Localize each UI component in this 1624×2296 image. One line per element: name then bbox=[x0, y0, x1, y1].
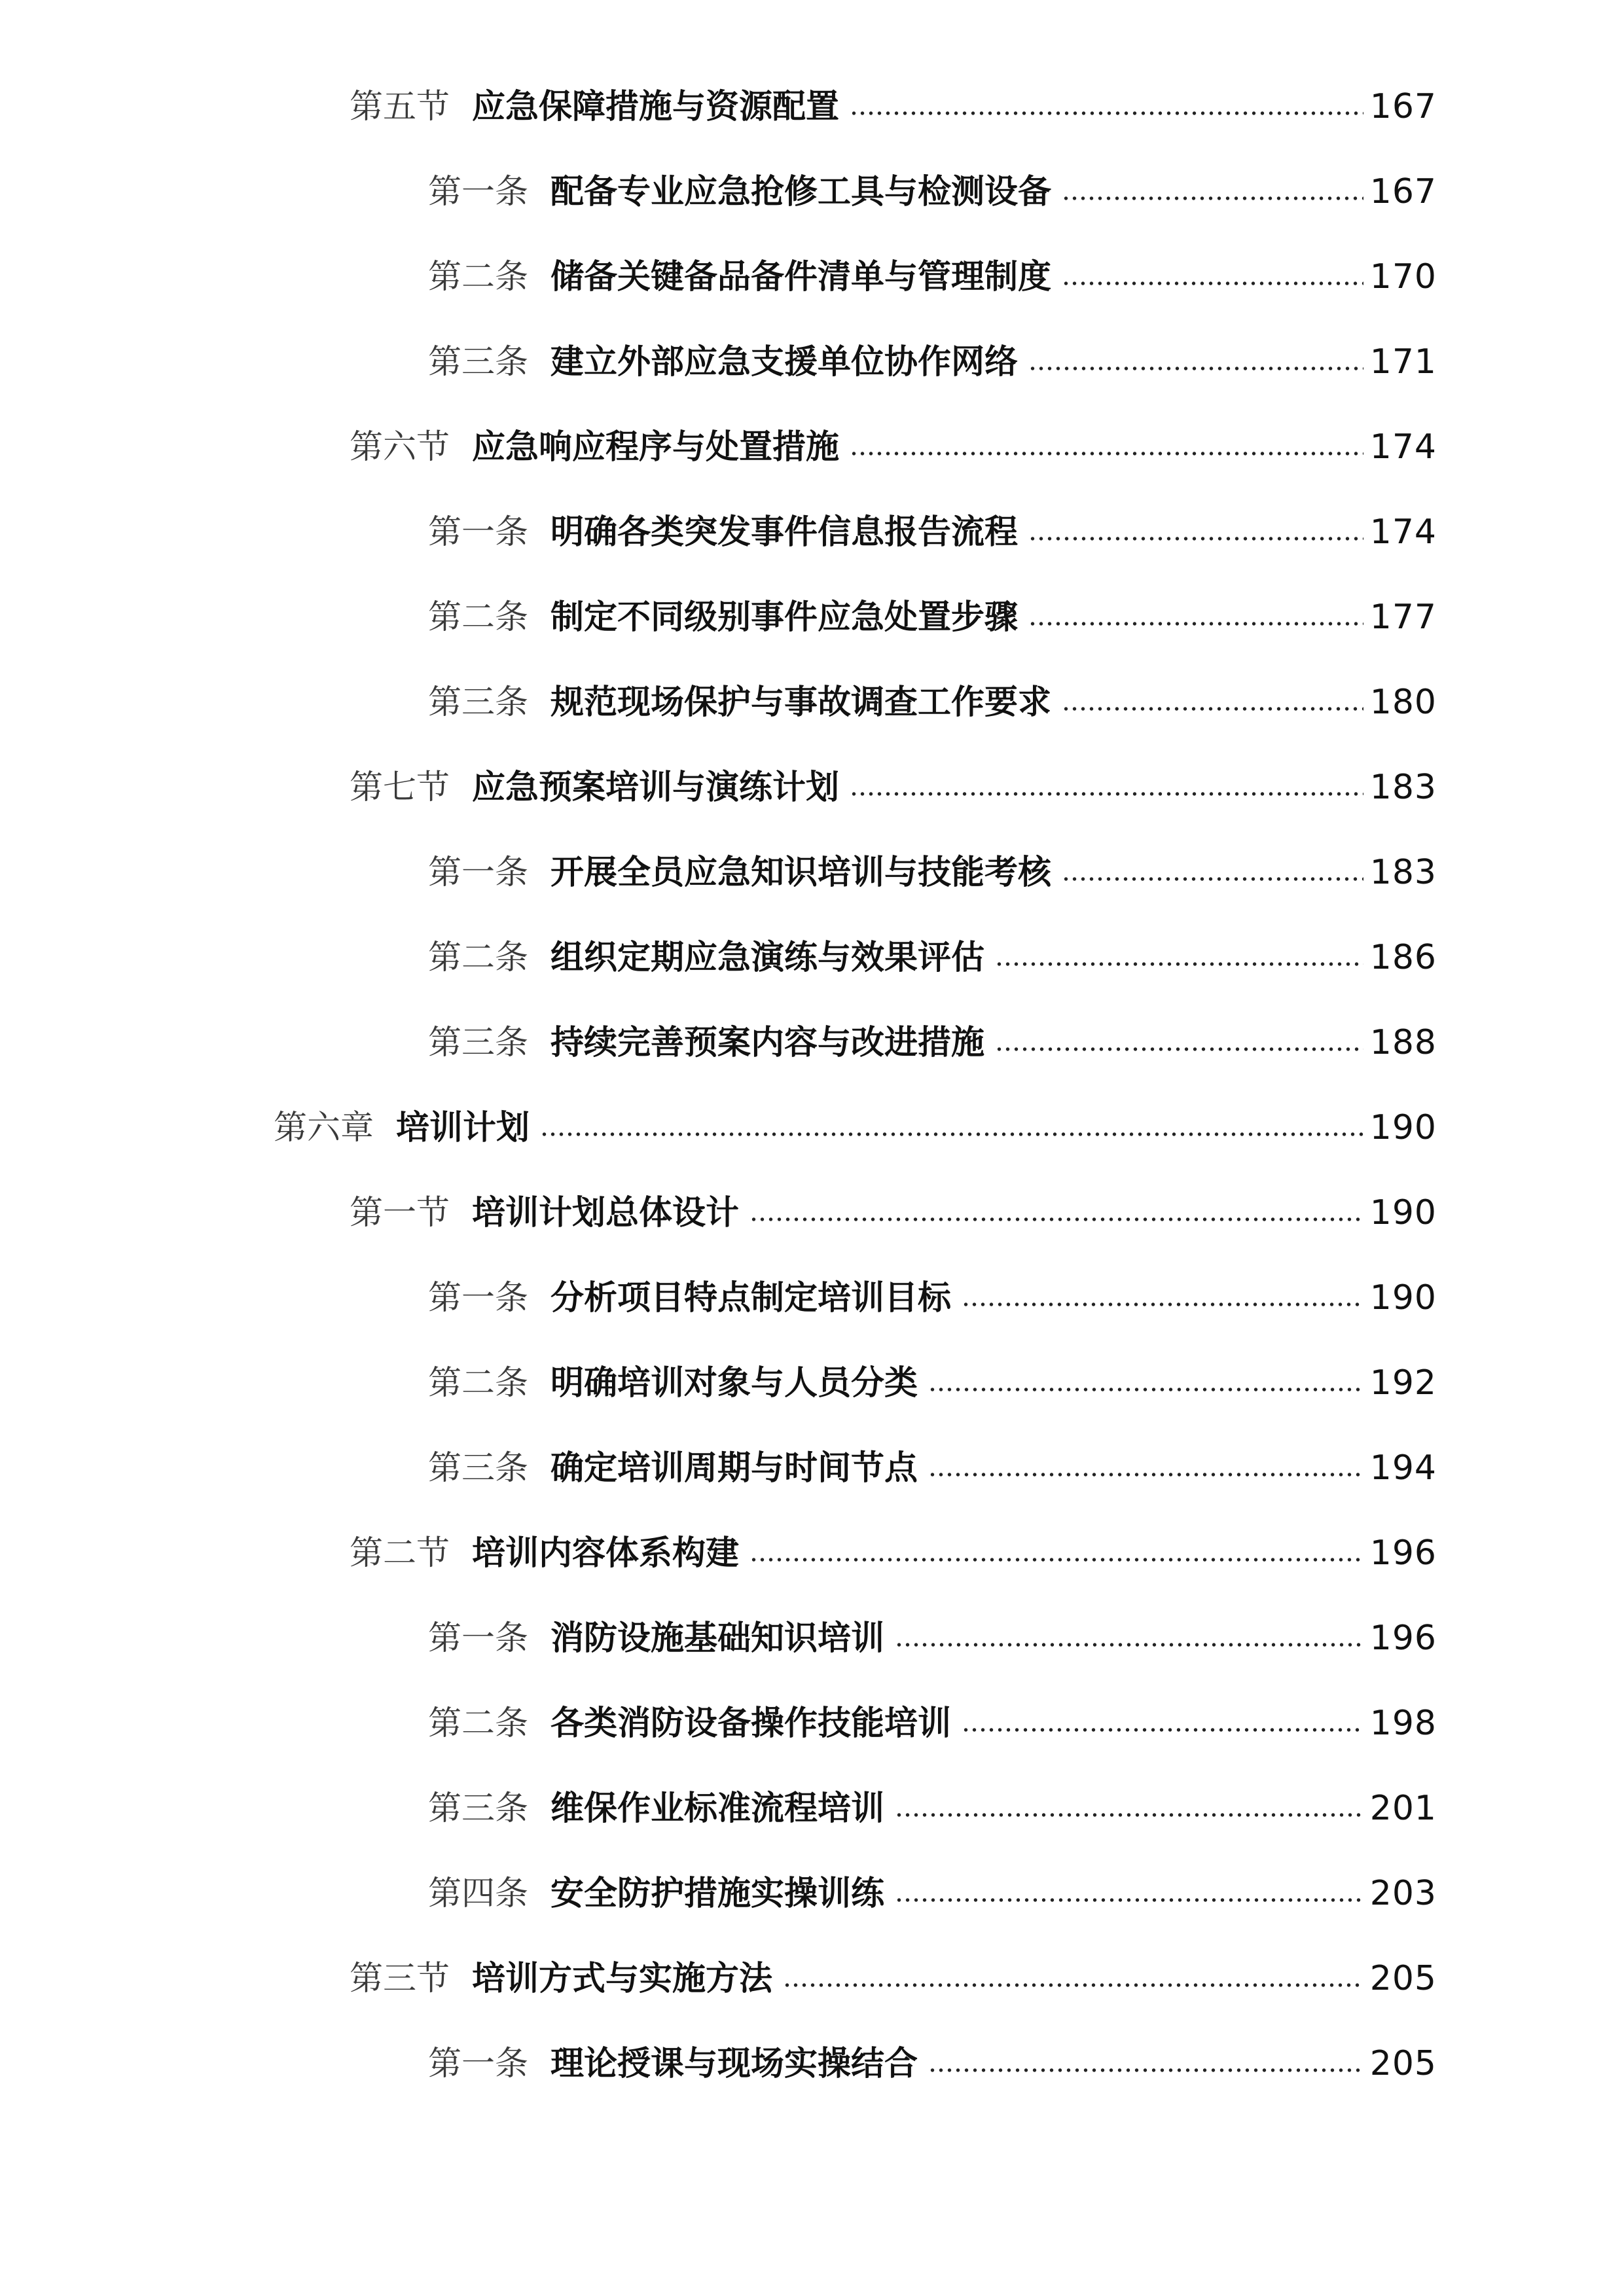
dot-leader bbox=[995, 1046, 1363, 1052]
dot-leader bbox=[1062, 195, 1363, 202]
toc-entry-page-number: 194 bbox=[1369, 1448, 1437, 1488]
dot-leader bbox=[783, 1982, 1363, 1988]
dot-leader bbox=[928, 2067, 1363, 2073]
toc-entry-page-number: 188 bbox=[1369, 1023, 1437, 1062]
toc-entry-page-number: 203 bbox=[1369, 1874, 1437, 1913]
toc-entry-title: 持续完善预案内容与改进措施 bbox=[550, 1023, 985, 1062]
dot-leader bbox=[1062, 280, 1363, 287]
toc-entry-label: 第二节 bbox=[350, 1534, 450, 1573]
dot-leader bbox=[895, 1641, 1363, 1648]
toc-entry-page-number: 174 bbox=[1369, 427, 1437, 467]
dot-leader bbox=[1028, 365, 1363, 372]
dot-leader bbox=[995, 961, 1363, 967]
toc-entry-label: 第一条 bbox=[428, 853, 529, 892]
toc-entry-page-number: 174 bbox=[1369, 512, 1437, 552]
toc-entry-page-number: 167 bbox=[1369, 87, 1437, 126]
toc-entry-page-number: 183 bbox=[1369, 853, 1437, 892]
toc-entry-article[interactable] bbox=[428, 166, 1437, 218]
toc-entry-title: 确定培训周期与时间节点 bbox=[550, 1448, 918, 1488]
toc-entry-label: 第三条 bbox=[428, 683, 529, 722]
toc-entry-title: 建立外部应急支援单位协作网络 bbox=[550, 342, 1019, 382]
toc-entry-title: 制定不同级别事件应急处置步骤 bbox=[550, 598, 1019, 637]
toc-entry-article[interactable] bbox=[428, 1612, 1437, 1664]
dot-leader bbox=[1028, 535, 1363, 542]
toc-entry-page-number: 186 bbox=[1369, 938, 1437, 977]
toc-entry-label: 第一条 bbox=[428, 173, 529, 211]
toc-entry-title: 分析项目特点制定培训目标 bbox=[550, 1278, 952, 1318]
dot-leader bbox=[928, 1386, 1363, 1393]
toc-entry-title: 应急响应程序与处置措施 bbox=[472, 427, 840, 467]
toc-entry-page-number: 190 bbox=[1369, 1193, 1437, 1232]
toc-entry-label: 第五节 bbox=[350, 88, 450, 126]
toc-entry-label: 第三条 bbox=[428, 1449, 529, 1488]
toc-entry-title: 安全防护措施实操训练 bbox=[550, 1874, 885, 1913]
toc-entry-title: 培训计划 bbox=[396, 1108, 530, 1147]
toc-entry-title: 维保作业标准流程培训 bbox=[550, 1789, 885, 1828]
toc-entry-section[interactable] bbox=[350, 1187, 1437, 1239]
toc-entry-page-number: 198 bbox=[1369, 1704, 1437, 1743]
toc-entry-article[interactable] bbox=[428, 506, 1437, 558]
toc-entry-label: 第一节 bbox=[350, 1194, 450, 1232]
toc-entry-article[interactable] bbox=[428, 336, 1437, 388]
toc-entry-article[interactable] bbox=[428, 591, 1437, 643]
toc-entry-title: 开展全员应急知识培训与技能考核 bbox=[550, 853, 1052, 892]
toc-entry-article[interactable] bbox=[428, 1272, 1437, 1324]
toc-entry-title: 明确各类突发事件信息报告流程 bbox=[550, 512, 1019, 552]
toc-entry-page-number: 205 bbox=[1369, 2044, 1437, 2083]
toc-entry-article[interactable] bbox=[428, 1357, 1437, 1409]
dot-leader bbox=[540, 1131, 1363, 1138]
toc-entry-title: 应急保障措施与资源配置 bbox=[472, 87, 840, 126]
toc-entry-article[interactable] bbox=[428, 1016, 1437, 1069]
toc-entry-section[interactable] bbox=[350, 81, 1437, 133]
toc-entry-title: 消防设施基础知识培训 bbox=[550, 1619, 885, 1658]
toc-entry-label: 第二条 bbox=[428, 258, 529, 296]
toc-entry-page-number: 170 bbox=[1369, 257, 1437, 296]
toc-entry-label: 第二条 bbox=[428, 1364, 529, 1403]
toc-entry-title: 配备专业应急抢修工具与检测设备 bbox=[550, 172, 1052, 211]
toc-entry-label: 第二条 bbox=[428, 939, 529, 977]
dot-leader bbox=[1062, 706, 1363, 712]
toc-entry-title: 培训内容体系构建 bbox=[472, 1534, 740, 1573]
toc-entry-page-number: 201 bbox=[1369, 1789, 1437, 1828]
dot-leader bbox=[850, 110, 1363, 117]
toc-entry-chapter[interactable] bbox=[274, 1102, 1437, 1154]
toc-entry-label: 第三条 bbox=[428, 1789, 529, 1828]
toc-entry-title: 组织定期应急演练与效果评估 bbox=[550, 938, 985, 977]
dot-leader bbox=[850, 791, 1363, 797]
toc-entry-title: 培训计划总体设计 bbox=[472, 1193, 740, 1232]
toc-entry-page-number: 167 bbox=[1369, 172, 1437, 211]
dot-leader bbox=[749, 1216, 1363, 1223]
toc-entry-label: 第七节 bbox=[350, 768, 450, 807]
toc-entry-title: 培训方式与实施方法 bbox=[472, 1959, 773, 1998]
toc-entry-article[interactable] bbox=[428, 1782, 1437, 1835]
toc-entry-label: 第六章 bbox=[274, 1109, 374, 1147]
toc-entry-article[interactable] bbox=[428, 2037, 1437, 2090]
dot-leader bbox=[895, 1897, 1363, 1903]
dot-leader bbox=[895, 1812, 1363, 1818]
toc-entry-article[interactable] bbox=[428, 676, 1437, 728]
toc-entry-article[interactable] bbox=[428, 1867, 1437, 1920]
toc-entry-title: 理论授课与现场实操结合 bbox=[550, 2044, 918, 2083]
toc-entry-page-number: 177 bbox=[1369, 598, 1437, 637]
toc-entry-label: 第三条 bbox=[428, 1024, 529, 1062]
toc-entry-label: 第一条 bbox=[428, 2045, 529, 2083]
toc-entry-label: 第一条 bbox=[428, 1279, 529, 1318]
toc-entry-label: 第三条 bbox=[428, 343, 529, 382]
toc-entry-title: 各类消防设备操作技能培训 bbox=[550, 1704, 952, 1743]
toc-entry-section[interactable] bbox=[350, 421, 1437, 473]
dot-leader bbox=[1062, 876, 1363, 882]
toc-entry-title: 应急预案培训与演练计划 bbox=[472, 768, 840, 807]
toc-entry-label: 第二条 bbox=[428, 1704, 529, 1743]
toc-entry-section[interactable] bbox=[350, 1527, 1437, 1579]
toc-entry-page-number: 171 bbox=[1369, 342, 1437, 382]
toc-entry-section[interactable] bbox=[350, 1952, 1437, 2005]
toc-entry-page-number: 196 bbox=[1369, 1534, 1437, 1573]
toc-entry-title: 规范现场保护与事故调查工作要求 bbox=[550, 683, 1052, 722]
toc-entry-page-number: 205 bbox=[1369, 1959, 1437, 1998]
dot-leader bbox=[962, 1301, 1363, 1308]
toc-entry-label: 第六节 bbox=[350, 428, 450, 467]
toc-entry-page-number: 180 bbox=[1369, 683, 1437, 722]
toc-entry-article[interactable] bbox=[428, 1442, 1437, 1494]
toc-entry-label: 第三节 bbox=[350, 1960, 450, 1998]
toc-entry-label: 第一条 bbox=[428, 1619, 529, 1658]
toc-entry-page-number: 183 bbox=[1369, 768, 1437, 807]
toc-entry-title: 储备关键备品备件清单与管理制度 bbox=[550, 257, 1052, 296]
toc-entry-article[interactable] bbox=[428, 251, 1437, 303]
toc-entry-label: 第四条 bbox=[428, 1874, 529, 1913]
toc-entry-article[interactable] bbox=[428, 931, 1437, 984]
toc-entry-page-number: 192 bbox=[1369, 1363, 1437, 1403]
toc-entry-article[interactable] bbox=[428, 846, 1437, 899]
toc-entry-page-number: 196 bbox=[1369, 1619, 1437, 1658]
dot-leader bbox=[962, 1727, 1363, 1733]
toc-entry-page-number: 190 bbox=[1369, 1108, 1437, 1147]
toc-entry-label: 第一条 bbox=[428, 513, 529, 552]
dot-leader bbox=[1028, 620, 1363, 627]
dot-leader bbox=[928, 1471, 1363, 1478]
toc-entry-section[interactable] bbox=[350, 761, 1437, 814]
dot-leader bbox=[749, 1556, 1363, 1563]
toc-entry-article[interactable] bbox=[428, 1697, 1437, 1749]
toc-entry-title: 明确培训对象与人员分类 bbox=[550, 1363, 918, 1403]
toc-entry-page-number: 190 bbox=[1369, 1278, 1437, 1318]
toc-entry-label: 第二条 bbox=[428, 598, 529, 637]
dot-leader bbox=[850, 450, 1363, 457]
